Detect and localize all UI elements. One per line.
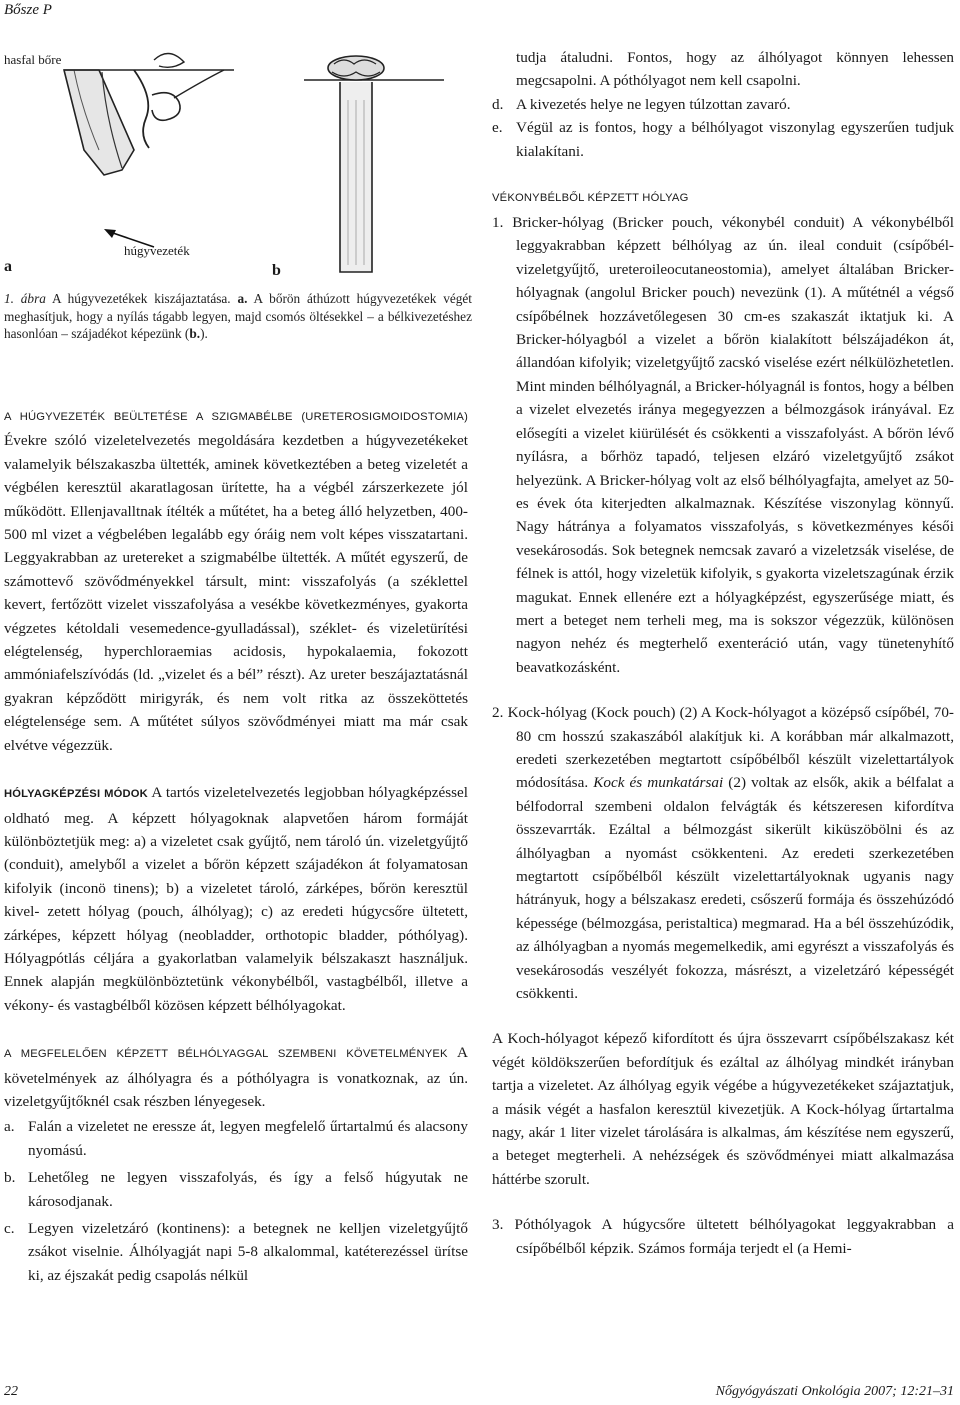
list-text: Legyen vizeletzáró (kontinens): a betegnek ne kelljen vizeletgyűjtő zsákot viselnie. Álhólyagját napi 5-8 alkalommal, katéterezéssel ürítse ki, az éjszakát pedig csapolás nélkül: [28, 1220, 468, 1284]
caption-text-3: ).: [200, 326, 208, 341]
section-body: A tartós vizeletelvezetés legjobban hólyagképzéssel oldható meg. A képzett hólyagoknak alapvetően három formáját különböztetjük meg: a) a vizeletet csak gyűjtő, nem tároló ún. vizeletgyűjtő (conduit), amelyből a vizelet a bőrön képzett szájadékon át folyamatosan kifolyik (inconö tinens); b) a vizeletet tároló, zárképes, bőrön keresztül kivel- zetett hólyag (pouch, álhólyag); c) az eredeti húgycsőre ültetett, zárképes, képzett hólyag (neobladder, orthotopic bladder, póthólyag). Hólyagpótlás céljára a gyakorlatban valamelyik bélszakaszt használjuk. Ennek alapján megkülönböztetünk vékonybélből, vastagbélből, illetve a vékony- és vastagbélből közösen képzett bélhólyagokat.: [4, 784, 468, 1014]
list-text: A kivezetés helye ne legyen túlzottan zavaró.: [516, 95, 791, 113]
caption-text-2: A bőrön áthúzott húgyvezetékek végét meghasítjuk, hogy a nyílás tágabb legyen, majd csomós öltésekkel – a bélkivezetéshez hasonlóan – szájadékot képezünk (: [4, 291, 472, 341]
list-item: [492, 116, 954, 163]
left-column: [4, 404, 468, 1287]
requirements-list: [4, 1115, 468, 1287]
section-body: A követelmények az álhólyagra és a póthólyagra is vonatkoznak, az ún. vizeletgyűjtőknél csak részben lényegesek.: [4, 1044, 468, 1110]
section-heading: HÓLYAGKÉPZÉSI MÓDOK: [4, 788, 148, 801]
list-marker: e.: [492, 119, 503, 137]
list-item: [492, 93, 954, 116]
journal-citation: Nőgyógyászati Onkológia 2007; 12:21–31: [715, 1384, 954, 1399]
kock-text-2: (2) voltak az elsők, akik a bélfalat a bélfodorral szembeni oldalon felvágták és kétszeresen kifordítva összevarrták. Ezáltal a bélmozgást sikerült kiküszöbölni és az álhólyagban a nyomást csökkenteni. Az eredeti szerkezetében megtartott csípőbélből készült vizelettartályoknak ugyanis nagy hátrányuk, hogy a bélszakasz eredeti, csőszerű formája és összehúzódó képessége (bélmozgása, peristaltica) megmarad. Ha a bél összehúzódik, az álhólyagban a nyomás megemelkedik, ami egyrészt a visszafolyás és vesekárosodás veszélyét fokozza, másrészt, a vizeletzáró képességét csökkenti.: [516, 774, 955, 1003]
figure-caption: [4, 290, 472, 343]
figure-1: [4, 40, 474, 280]
paragraph-bricker: 1. Bricker-hólyag (Bricker pouch, vékonybél conduit) A vékonybélből leggyakrabban képzett bélhólyag az ún. ileal conduit (csípőbél-vizeletgyűjtő, ureteroileocutaneostomia), amelyet általában Bricker-hólyagnak (angolul Bricker pouch) nevezünk (1). A műtétnél a végső csípőbélnek hozzávetőlegesen 30 cm-es szakaszát iktatjuk ki. A Bricker-hólyagból a vizelet a bőrön kialakított bélszájadékon át, állandóan kifolyik; vizeletgyűjtő zacskó viselése ezért nélkülözhetetlen. Mint minden bélhólyagnál, a Bricker-hólyagnál is fontos, hogy a bélben a vizelet elvezetés iránya megegyezzen a bélmozgások irányával. Ez elősegíti a vizelet kiürülését és csökkenti a visszafolyást. A bőrön lévő nyílásra, a bőrhöz tapadó, teljesen elzáró vizeletgyűjtő zsákot helyezünk. A Bricker-hólyag volt az első bélhólyagfajta, amelyet az 50-es évek óta kiterjedten alkalmaznak. Készítése viszonylag könnyű. Nagy hátránya a folyamatos visszafolyás, s következményes késői vesekárosodás. Sok betegnek nemcsak zavaró a vizeletzsák viselése, de félnek is attól, hogy vizeletük kifolyik, s gyakorta vizeletszagúnak érzik magukat. Ennek ellenére ezt a hólyagképzést, egyszerűsége miatt, és mert a beteget nem terheli meg, ma is sokszor végezzük, különösen nagyon nehéz és megterhelő exenteráció után, vagy tünetenyhítő beavatkozásként.: [492, 214, 954, 676]
kock-text-1: 2. Kock-hólyag (Kock pouch) (2) A Kock-hólyagot a középső csípőbél, 70-80 cm hosszú szakaszából alakítjuk ki. A korábban már alkalmazott, eredeti szerkezetében megtartott csípőbélből készült vizelettartályok módosítása.: [492, 704, 954, 792]
right-column: [492, 46, 954, 1260]
kock-authors: Kock és munkatársai: [593, 774, 724, 792]
caption-lead: 1. ábra: [4, 291, 46, 306]
list-item: [4, 1115, 468, 1162]
section-heading: A HÚGYVEZETÉK BEÜLTETÉSE A SZIGMABÉLBE (URETEROSIGMOIDOSTOMIA): [4, 411, 468, 423]
caption-a: a.: [237, 291, 248, 306]
figure-panel-b: b: [272, 262, 281, 279]
caption-text-1: A húgyvezetékek kiszájaztatása.: [51, 291, 231, 306]
list-text: Lehetőleg ne legyen visszafolyás, és így a felső húgyutak ne károsodjanak.: [28, 1169, 468, 1210]
caption-b: b.: [189, 326, 201, 341]
list-text: Végül az is fontos, hogy a bélhólyagot viszonylag egyszerűen tudjuk kialakítani.: [516, 119, 954, 160]
list-marker: c.: [4, 1220, 15, 1237]
list-marker: d.: [492, 95, 504, 113]
running-head: Bősze P: [4, 2, 52, 18]
figure-label-ureter: húgyvezeték: [124, 243, 190, 258]
list-item: [4, 1166, 468, 1213]
list-item: [4, 1217, 468, 1287]
section-bladder-methods: [4, 781, 468, 1017]
paragraph-neobladder: 3. Póthólyagok A húgycsőre ültetett bélhólyagokat leggyakrabban a csípőbélből képzik. Számos formája terjedt el (a Hemi-: [492, 1216, 954, 1257]
paragraph-kock: [492, 701, 954, 1005]
section-heading: A MEGFELELŐEN KÉPZETT BÉLHÓLYAGGAL SZEMBENI KÖVETELMÉNYEK: [4, 1048, 448, 1061]
section-requirements: [4, 1041, 468, 1113]
section-heading-small-bowel: VÉKONYBÉLBŐL KÉPZETT HÓLYAG: [492, 192, 689, 205]
page-number: 22: [4, 1384, 18, 1399]
figure-label-skin: hasfal bőre: [4, 52, 62, 67]
list-marker: b.: [4, 1169, 16, 1187]
figure-panel-a: a: [4, 258, 12, 275]
paragraph-koch-pouch: A Koch-hólyagot képező kifordított és újra összevarrt csípőbélszakasz két végét köldökszerűen befordítjuk és ezáltal az álhólyag mindkét irányban tartja a vizeletet. Az álhólyag egyik végébe a húgyvezetékeket szájaztatjuk, a másik végét a hasfalon keresztül kivezetjük. A Kock-hólyag űrtartalma nagy, akár 1 liter vizelet tárolására is alkalmas, ám készítése nem egyszerű, a beteget megterheli. A nehézségek és szövődményei miatt alkalmazása háttérbe szorult.: [492, 1030, 954, 1188]
list-marker: a.: [4, 1118, 15, 1136]
section-ureterosigmoidostomy: [4, 404, 468, 757]
ureter-illustration: [4, 40, 474, 280]
section-body: Évekre szóló vizeletelvezetés megoldására kezdetben a húgyvezetékeket valamelyik bélszakaszba ültették, aminek következtében a beteg vizeletét a végbélen keresztül akaratlagosan ürítette, ha a végbél zárszerkezete jól működött. Ellenjavalltnak ítélték a műtétet, ha a beteg álló helyzetben, 400-500 ml vizet a végbelében legalább egy óráig nem volt képes visszatartani. Leggyakrabban az uretereket a szigmabélbe ültették. A műtét egyszerű, de számottevő szövődményekkel társult, mint: visszafolyás (a széklettel kevert, fertőzött vizelet visszafolyása a vesékbe következményes, gyakorta végzetes kétoldali vesemedence-gyulladással), széklet- és vizeletürítési elégtelenség, hyperchloraemias acidosis, hypokalaemia, fokozott ammóniafelszívódás (ld. „vizelet és a bél” részt). Az ureter beszájaztatásnál gyakran képződött mirigyrák, és nem volt ritka az összeköttetés elégtelensége sem. A műtétet súlyos szövődményei miatt ma már csak elvétve végezzük.: [4, 432, 468, 754]
continued-paragraph: tudja átaludni. Fontos, hogy az álhólyagot könnyen lehessen megcsapolni. A póthólyagot nem kell csapolni.: [516, 49, 954, 90]
list-text: Falán a vizeletet ne eressze át, legyen megfelelő űrtartalmú és alacsony nyomású.: [28, 1118, 468, 1159]
